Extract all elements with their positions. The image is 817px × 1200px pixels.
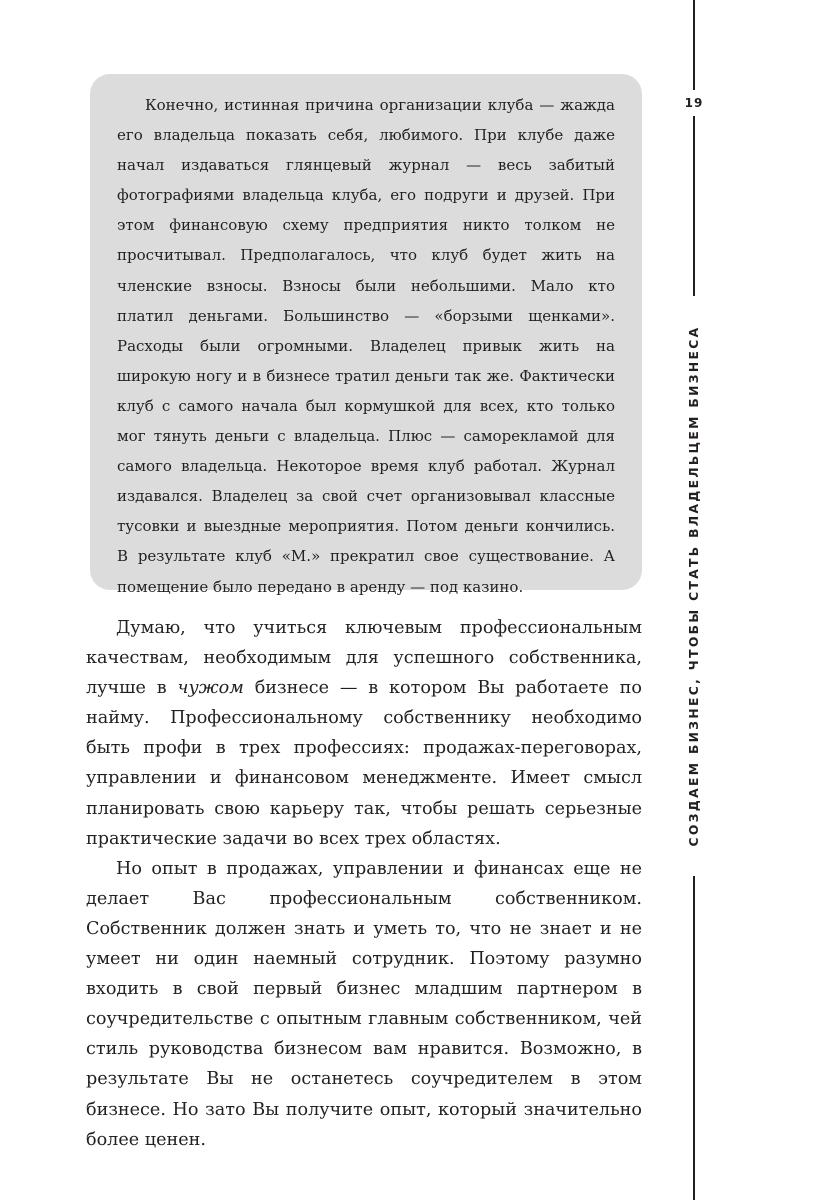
page-number: 19 bbox=[684, 96, 704, 110]
paragraph-1 bbox=[86, 613, 642, 854]
sidebar-box-text: Конечно, истинная причина организации клуба — жажда его владельца показать себя, любимого. При клубе даже начал издаваться глянцевый журнал — весь забитый фотографиями владельца клуба, его подруги и друзей. При этом финансовую схему предприятия никто толком не просчитывал. Предполагалось, что клуб будет жить на членские взносы. Взносы были небольшими. Мало кто платил деньгами. Большинство — «борзыми щенками». Расходы были огромными. Владелец привык жить на широкую ногу и в бизнесе тратил деньги так же. Фактически клуб с самого начала был кормушкой для всех, кто только мог тянуть деньги с владельца. Плюс — саморекламой для самого владельца. Некоторое время клуб работал. Журнал издавался. Владелец за свой счет организовывал классные тусовки и выездные мероприятия. Потом деньги кончились. В результате клуб «М.» прекратил свое существование. А помещение было передано в аренду — под казино. bbox=[117, 96, 615, 596]
paragraph-1-end: бизнесе — в котором Вы работаете по найму. Профессиональному собственнику необходимо быть профи в трех профессиях: продажах-переговорах, управлении и финансовом менеджменте. Имеет смысл планировать свою карьеру так, чтобы решать серьезные практические задачи во всех трех областях. bbox=[86, 678, 642, 849]
paragraph-2: Но опыт в продажах, управлении и финансах еще не делает Вас профессиональным собственником. Собственник должен знать и уметь то, что не знает и не умеет ни один наемный сотрудник. Поэтому разумно входить в свой первый бизнес младшим партнером в соучредительстве с опытным главным собственником, чей стиль руководства бизнесом вам нравится. Возможно, в результате Вы не останетесь соучредителем в этом бизнесе. Но зато Вы получите опыт, который значительно более ценен. bbox=[86, 858, 642, 1150]
main-text bbox=[86, 613, 642, 1155]
paragraph-1-start: Думаю, что учиться ключевым профессиональным качествам, необходимым для успешного собственника, лучше в bbox=[86, 618, 642, 699]
paragraph-1-emphasis: чужом bbox=[177, 678, 244, 699]
running-title: СОЗДАЕМ БИЗНЕС, ЧТОБЫ СТАТЬ ВЛАДЕЛЬЦЕМ БИЗНЕСА bbox=[687, 325, 701, 847]
